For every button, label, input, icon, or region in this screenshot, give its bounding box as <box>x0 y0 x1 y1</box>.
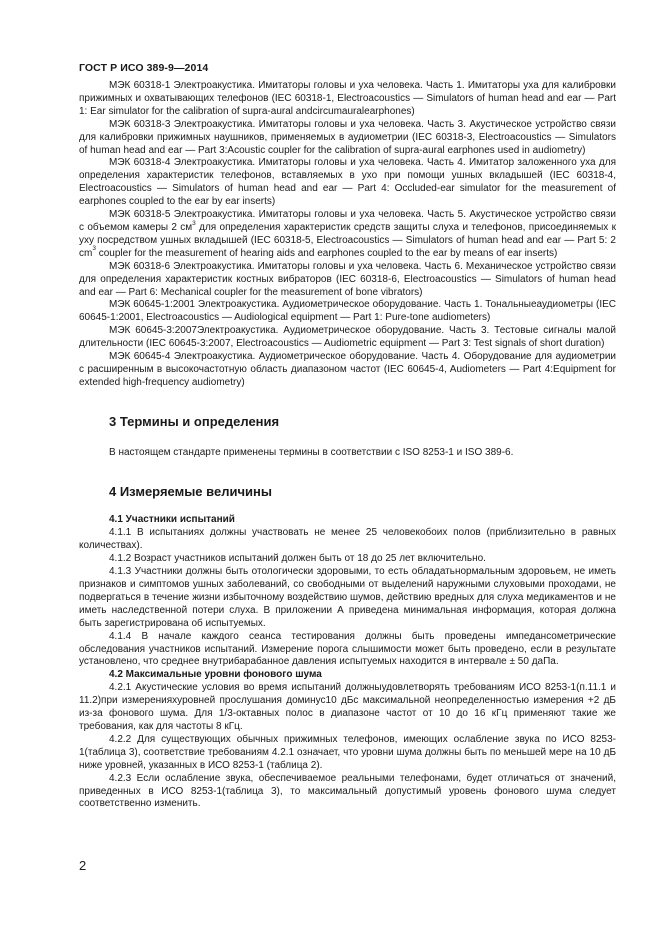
paragraph-4-2-1: 4.2.1 Акустические условия во время испытаний должныудовлетворять требованиям ИСО 8253-1(п.11.1 и 11.2)при измеренияхуровней прослушания доминус10 дБс максимальной неопределенностью измерения +2 дБ из-за фонового шума. Для 1/3-октавных полос в диапазоне частот от 10 до 16 кГц применяют такие же требования, как для частоты 8 кГц. <box>79 682 616 732</box>
document-header: ГОСТ Р ИСО 389-9—2014 <box>79 62 209 74</box>
reference-item: МЭК 60645-4 Электроакустика. Аудиометрическое оборудование. Часть 4. Оборудование для аудиометрии с расширенным в высокочастотную область диапазоном частот (IEC 60645-4, Audiometers — Part 4:Equipment for extended high-frequency audiometry) <box>79 351 616 388</box>
page-number: 2 <box>79 858 87 873</box>
reference-item: МЭК 60318-6 Электроакустика. Имитаторы головы и уха человека. Часть 6. Механическое устройство связи для определения характеристик костных вибраторов (IEC 60318-6, Electroacoustics — Simulators of human head and ear — Part 6: Mechanical coupler for the measurement of bone vibrators) <box>79 260 616 298</box>
reference-item: МЭК 60318-3 Электроакустика. Имитаторы головы и уха человека. Часть 3. Акустическое устройство связи для калибровки прижимных наушников, применяемых в аудиометрии (IEC 60318-3, Electroacoustics — Simulators of human head and ear — Part 3:Acoustic coupler for the calibration of supra-aural earphones used in audiometry) <box>79 118 616 156</box>
paragraph-4-2-2: 4.2.2 Для существующих обычных прижимных телефонов, имеющих ослабление звука по ИСО 8253-1(таблица 3), соответствие требованиям 4.2.1 означает, что уровни шума должны быть по меньшей мере на 10 дБ ниже уровней, указанных в ИСО 8253-1 (таблица 2). <box>79 733 616 771</box>
superscript: 3 <box>192 219 196 227</box>
superscript: 3 <box>92 245 96 253</box>
paragraph-4-1-1: 4.1.1 В испытаниях должны участвовать не менее 25 человекобоих полов (приблизительно в равных количествах). <box>79 527 616 552</box>
subsection-4-2-title: 4.2 Максимальные уровни фонового шума <box>109 669 322 681</box>
paragraph-4-2-3: 4.2.3 Если ослабление звука, обеспечиваемое реальными телефонами, будет отличаться от значений, приведенных в ИСО 8253-1(таблица 3), то максимальный допустимый уровень фонового шума следует соответственно изменить. <box>79 772 616 810</box>
section-4-title: 4 Измеряемые величины <box>109 483 272 499</box>
paragraph-4-1-4: 4.1.4 В начале каждого сеанса тестирования должны быть проведены импедансометрические обследования участников испытаний. Измерение порога слышимости может быть проведено, если в результате установлено, что среднее внутрибарабанное давления испытуемых находится в интервале ± 50 даПа. <box>79 630 616 668</box>
subsection-4-1-title: 4.1 Участники испытаний <box>109 514 235 526</box>
document-body <box>79 80 616 811</box>
paragraph-4-1-2: 4.1.2 Возраст участников испытаний должен быть от 18 до 25 лет включительно. <box>109 553 486 565</box>
reference-item: МЭК 60318-4 Электроакустика. Имитаторы головы и уха человека. Часть 4. Имитатор заложенного уха для определения характеристик телефонов, вставляемых в ухо при помощи ушных вкладышей (IEC 60318-4, Electroacoustics — Simulators of human head and ear — Part 4: Occluded-ear simulator for the measurement of earphones coupled to the ear by ear inserts) <box>79 157 616 208</box>
paragraph-4-1-3: 4.1.3 Участники должны быть отологически здоровыми, то есть обладатьнормальным здоровьем, не иметь признаков и симптомов ушных заболеваний, со свободными от выделений наружными слуховыми проходами, не подвергаться в течение жизни избыточному воздействию шумов, действию вредных для слуха медикаментов и не иметь наследственной потери слуха. В приложении А приведена минимальная информация, которая должна быть зарегистрирована об испытуемых. <box>79 566 616 629</box>
reference-text: coupler for the measurement of hearing aids and earphones coupled to the ear by means of ear inserts) <box>95 247 558 259</box>
reference-item: МЭК 60318-1 Электроакустика. Имитаторы головы и уха человека. Часть 1. Имитаторы уха для калибровки прижимных и охватывающих телефонов (IEC 60318-1, Electroacoustics — Simulators of human head and ear — Part 1: Ear simulator for the calibration of supra-aural andcircumauralearphones) <box>79 80 616 117</box>
reference-item <box>79 209 616 261</box>
reference-text: для определения характеристик средств защиты слуха и телефонов, присоединяемых к уху посредством ушных вкладышей (IEC 60318-5, Electroacoustics — Simulators of human head and ear — Part 5: 2 cm <box>79 221 616 259</box>
reference-text: МЭК 60318-5 Электроакустика. Имитаторы головы и уха человека. Часть 5. Акустическое устройство связи с объемом камеры 2 см <box>79 209 616 233</box>
section-3-text: В настоящем стандарте применены термины в соответствии с ISO 8253-1 и ISO 389-6. <box>109 446 514 458</box>
reference-item: МЭК 60645-3:2007Электроакустика. Аудиометрическое оборудование. Часть 3. Тестовые сигналы малой длительности (IEC 60645-3:2007, Electroacoustics — Audiometric equipment — Part 3: Test signals of short duration) <box>79 325 616 350</box>
reference-item: МЭК 60645-1:2001 Электроакустика. Аудиометрическое оборудование. Часть 1. Тональныеаудиометры (IEC 60645-1:2001, Electroacoustics — Audiological equipment — Part 1: Pure-tone audiometers) <box>79 299 616 324</box>
section-3-title: 3 Термины и определения <box>109 413 280 429</box>
